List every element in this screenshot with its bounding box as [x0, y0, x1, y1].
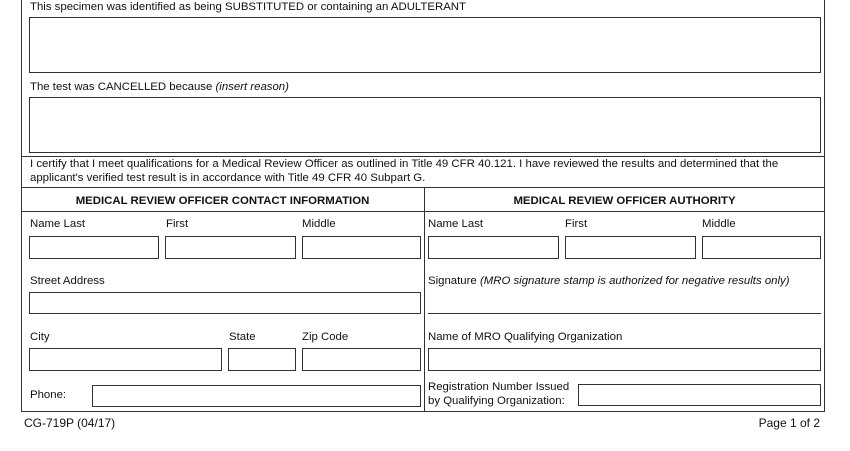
zip-input[interactable] [302, 348, 421, 371]
contact-first-label: First [166, 218, 189, 230]
phone-label: Phone: [30, 389, 67, 401]
city-label: City [30, 331, 50, 343]
authority-middle-input[interactable] [702, 236, 821, 259]
contact-middle-label: Middle [302, 218, 336, 230]
certification-text: I certify that I meet qualifications for a Medical Review Officer as outlined in Title 49 CFR 40.121. I have reviewed the results and determined that the applicant's verified test result is in accordance with Title 49 CFR 40 Subpart G. [30, 158, 779, 184]
authority-name-last-label: Name Last [428, 218, 484, 230]
registration-label-line1: Registration Number Issued [428, 381, 570, 393]
form-id: CG-719P (04/17) [24, 416, 116, 430]
org-name-label: Name of MRO Qualifying Organization [428, 331, 623, 343]
signature-line[interactable] [428, 313, 821, 314]
cancelled-hint: (insert reason) [215, 81, 289, 93]
cancelled-label: The test was CANCELLED because (insert reason) [30, 81, 289, 93]
signature-label: Signature (MRO signature stamp is authorized for negative results only) [428, 275, 790, 287]
signature-hint: (MRO signature stamp is authorized for negative results only) [479, 275, 790, 287]
org-name-input[interactable] [428, 348, 821, 371]
city-input[interactable] [29, 348, 222, 371]
column-divider [424, 187, 425, 412]
authority-first-input[interactable] [565, 236, 696, 259]
authority-middle-label: Middle [702, 218, 736, 230]
registration-number-input[interactable] [578, 384, 821, 406]
page-number: Page 1 of 2 [758, 416, 820, 430]
contact-first-input[interactable] [165, 236, 296, 259]
authority-first-label: First [565, 218, 588, 230]
divider [21, 211, 825, 212]
contact-name-last-label: Name Last [30, 218, 86, 230]
state-label: State [229, 331, 256, 343]
adulterant-label: This specimen was identified as being SUBSTITUTED or containing an ADULTERANT [30, 1, 466, 13]
contact-name-last-input[interactable] [29, 236, 159, 259]
adulterant-field[interactable] [29, 17, 821, 73]
divider [21, 187, 825, 188]
street-address-input[interactable] [29, 292, 421, 314]
authority-section-header: MEDICAL REVIEW OFFICER AUTHORITY [513, 195, 736, 207]
contact-section-header: MEDICAL REVIEW OFFICER CONTACT INFORMATION [75, 195, 370, 207]
authority-name-last-input[interactable] [428, 236, 559, 259]
phone-input[interactable] [92, 385, 421, 407]
contact-middle-input[interactable] [302, 236, 421, 259]
zip-label: Zip Code [302, 331, 349, 343]
state-input[interactable] [228, 348, 296, 371]
street-address-label: Street Address [30, 275, 105, 287]
registration-label-line2: by Qualifying Organization: [428, 395, 565, 407]
cancelled-reason-field[interactable] [29, 97, 821, 153]
